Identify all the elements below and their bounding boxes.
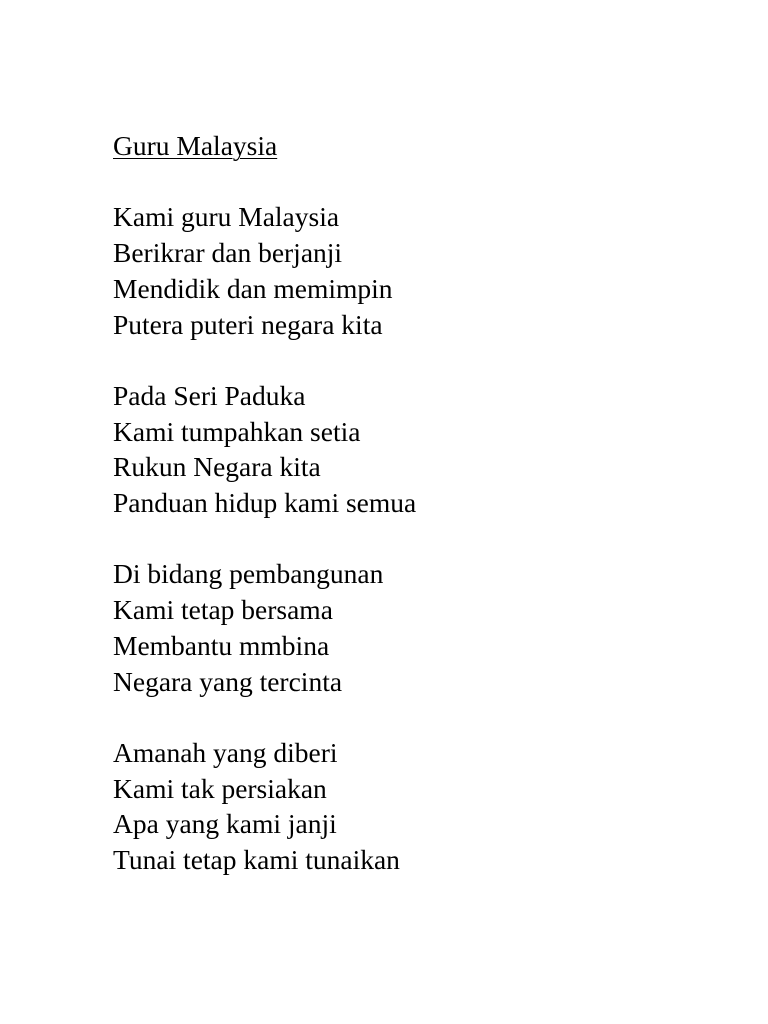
poem-line: Kami tumpahkan setia (113, 415, 361, 447)
poem-line: Kami tak persiakan (113, 772, 327, 804)
poem-line: Di bidang pembangunan (113, 558, 384, 590)
poem-line: Panduan hidup kami semua (113, 487, 417, 518)
poem-line: Amanah yang diberi (113, 736, 338, 768)
poem-line: Kami tetap bersama (113, 594, 333, 626)
poem-line: Apa yang kami janji (113, 808, 337, 840)
poem-line: Rukun Negara kita (113, 451, 321, 483)
stanza-3 (113, 556, 416, 699)
poem-title: Guru Malaysia (113, 130, 278, 161)
poem-line: Kami guru Malaysia (113, 201, 340, 233)
stanza-gap (113, 342, 416, 378)
stanza-gap (113, 699, 416, 735)
poem-line: Tunai tetap kami tunaikan (113, 844, 400, 875)
stanza-2 (113, 378, 416, 521)
stanza-gap (113, 521, 416, 557)
stanza-1 (113, 199, 416, 342)
poem-line: Mendidik dan memimpin (113, 272, 393, 304)
poem-line: Negara yang tercinta (113, 665, 343, 697)
stanza-gap (113, 164, 416, 200)
poem-line: Putera puteri negara kita (113, 308, 383, 340)
poem-line: Pada Seri Paduka (113, 379, 306, 411)
stanza-4 (113, 735, 416, 878)
poem-line: Membantu mmbina (113, 629, 330, 661)
poem-line: Berikrar dan berjanji (113, 237, 343, 269)
poem-content (113, 128, 416, 878)
